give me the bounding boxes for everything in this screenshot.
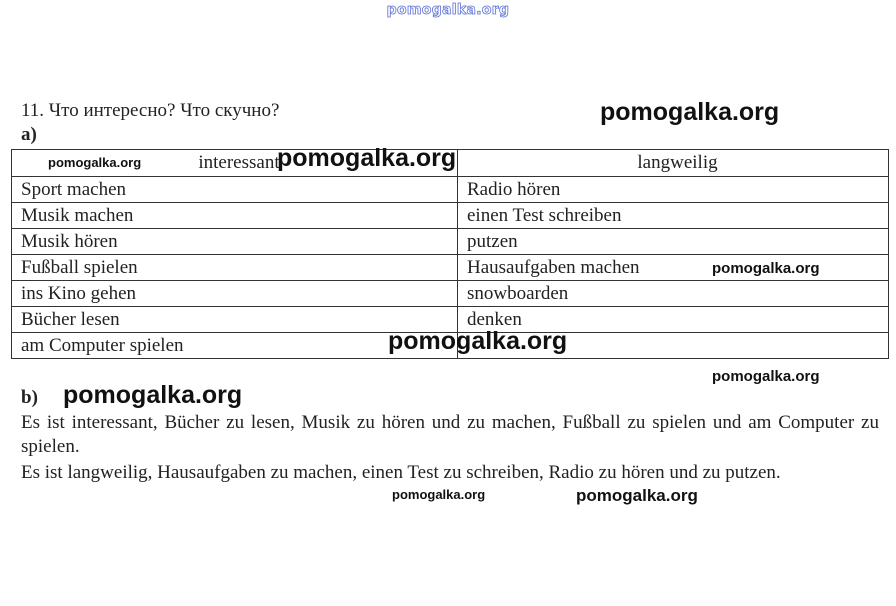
table-cell: snowboarden	[458, 281, 889, 307]
table-cell: Bücher lesen	[12, 307, 458, 333]
header-label: langweilig	[637, 152, 718, 173]
table-row	[12, 203, 889, 229]
table-cell: denken	[458, 307, 889, 333]
table-cell: Hausaufgaben machen	[458, 255, 889, 281]
watermark: pomogalka.org	[388, 327, 568, 355]
table-cell: Sport machen	[12, 177, 458, 203]
watermark: pomogalka.org	[576, 486, 698, 505]
watermark: pomogalka.org	[712, 260, 820, 277]
exercise-title: 11. Что интересно? Что скучно?	[21, 100, 280, 121]
table-cell: putzen	[458, 229, 889, 255]
table-cell: ins Kino gehen	[12, 281, 458, 307]
table-cell: Radio hören	[458, 177, 889, 203]
watermark: pomogalka.org	[392, 487, 486, 502]
watermark: pomogalka.org	[48, 155, 142, 170]
table-cell: Musik machen	[12, 203, 458, 229]
header-label: interessant	[198, 152, 280, 173]
watermark: pomogalka.org	[277, 144, 457, 172]
watermark: pomogalka.org	[63, 381, 243, 409]
answer-paragraph-1: Es ist interessant, Bücher zu lesen, Musik zu hören und zu machen, Fußball zu spielen und am Computer zu spielen.	[21, 412, 879, 457]
watermark: pomogalka.org	[600, 98, 780, 126]
table-cell: Musik hören	[12, 229, 458, 255]
table-row	[12, 229, 889, 255]
answer-paragraph-2: Es ist langweilig, Hausaufgaben zu machen, einen Test zu schreiben, Radio zu hören und zu putzen.	[21, 462, 781, 483]
table-row	[12, 281, 889, 307]
watermark-top: pomogalka.org	[386, 2, 510, 18]
table-row	[12, 177, 889, 203]
table-cell: Fußball spielen	[12, 255, 458, 281]
part-b-label: b)	[21, 387, 38, 408]
part-a-label: a)	[21, 124, 37, 145]
header-langweilig	[458, 150, 889, 177]
table-cell: am Computer spielen	[12, 333, 458, 359]
watermark: pomogalka.org	[712, 368, 820, 385]
table-cell: einen Test schreiben	[458, 203, 889, 229]
